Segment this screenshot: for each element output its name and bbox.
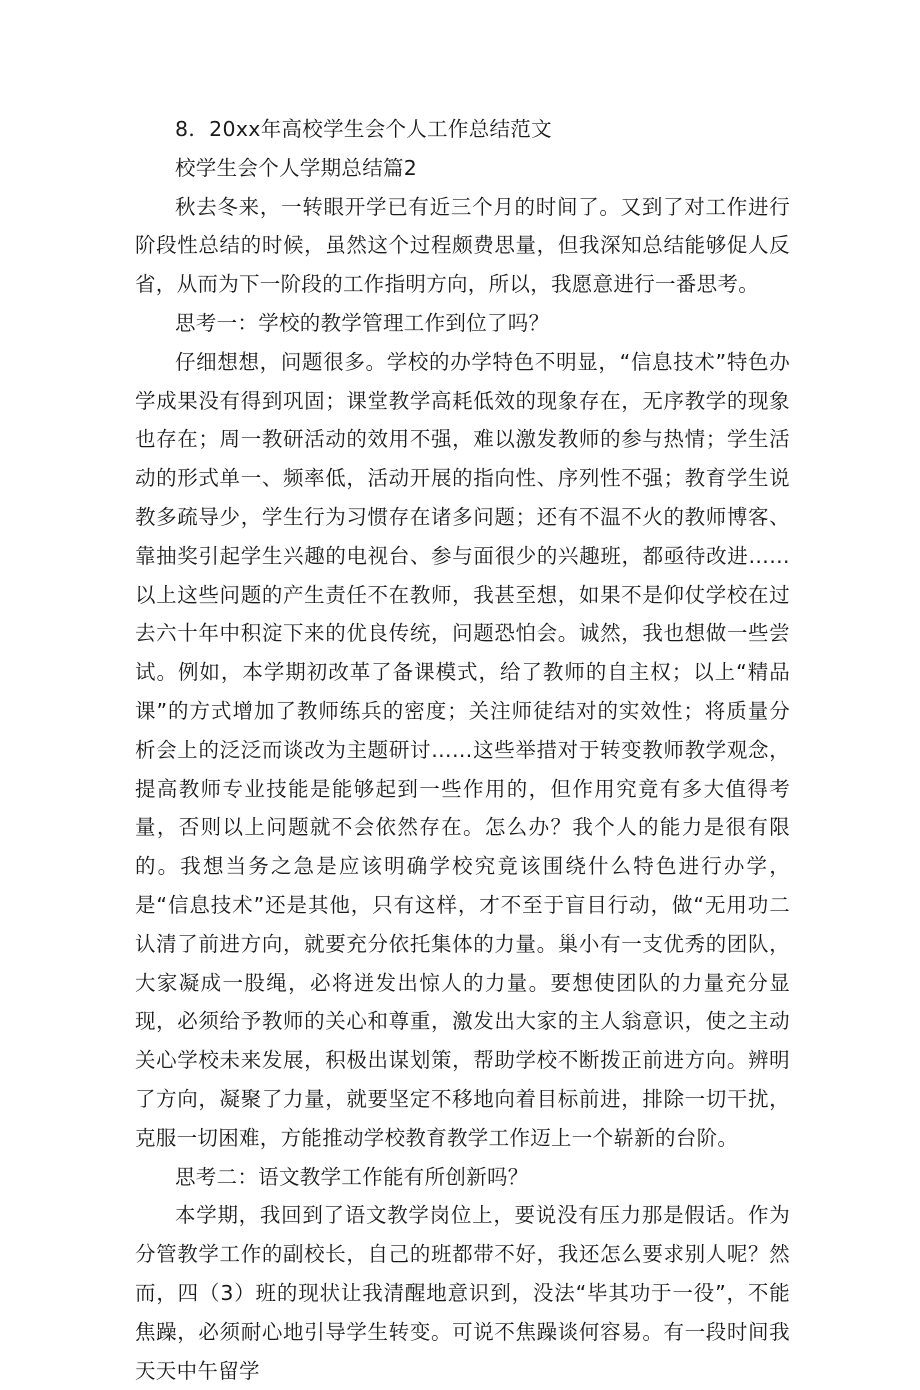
document-subtitle: 校学生会个人学期总结篇2 <box>175 155 418 180</box>
paragraph-section-two: 本学期，我回到了语文教学岗位上，要说没有压力那是假话。作为分管教学工作的副校长，自己的班都带不好，我还怎么要求别人呢？然而，四（3）班的现状让我清醒地意识到，没法“毕其功于一役”，不能焦躁，必须耐心地引导学生转变。可说不焦躁谈何容易。有一段时间我天天中午留学 <box>135 1203 790 1383</box>
document-title: 8．20xx年高校学生会个人工作总结范文 <box>175 117 552 141</box>
section-heading-one: 思考一：学校的教学管理工作到位了吗？ <box>175 310 550 335</box>
paragraph-intro: 秋去冬来，一转眼开学已有近三个月的时间了。又到了对工作进行阶段性总结的时候，虽然这个过程颇费思量，但我深知总结能够促人反省，从而为下一阶段的工作指明方向，所以，我愿意进行一番思考。 <box>135 194 790 297</box>
paragraph-section-one: 仔细想想，问题很多。学校的办学特色不明显，“信息技术”特色办学成果没有得到巩固；课堂教学高耗低效的现象存在，无序教学的现象也存在；周一教研活动的效用不强，难以激发教师的参与热情；学生活动的形式单一、频率低，活动开展的指向性、序列性不强；教育学生说教多疏导少，学生行为习惯存在诸多问题；还有不温不火的教师博客、靠抽奖引起学生兴趣的电视台、参与面很少的兴趣班，都亟待改进……以上这些问题的产生责任不在教师，我甚至想，如果不是仰仗学校在过去六十年中积淀下来的优良传统，问题恐怕会。诚然，我也想做一些尝试。例如，本学期初改革了备课模式，给了教师的自主权；以上“精品课”的方式增加了教师练兵的密度；关注师徒结对的实效性；将质量分析会上的泛泛而谈改为主题研讨……这些举措对于转变教师教学观念，提高教师专业技能是能够起到一些作用的，但作用究竟有多大值得考量，否则以上问题就不会依然存在。怎么办？我个人的能力是很有限的。我想当务之急是应该明确学校究竟该围绕什么特色进行办学，是“信息技术”还是其他，只有这样，才不至于盲目行动，做“无用功二认清了前进方向，就要充分依托集体的力量。巢小有一支优秀的团队，大家凝成一股绳，必将迸发出惊人的力量。要想使团队的力量充分显现，必须给予教师的关心和尊重，激发出大家的主人翁意识，使之主动关心学校未来发展，积极出谋划策，帮助学校不断拨正前进方向。辨明了方向，凝聚了力量，就要坚定不移地向着目标前进，排除一切干扰，克服一切困难，方能推动学校教育教学工作迈上一个崭新的台阶。 <box>135 349 790 1150</box>
section-heading-two: 思考二：语文教学工作能有所创新吗？ <box>175 1164 529 1189</box>
document-body <box>135 110 790 1390</box>
